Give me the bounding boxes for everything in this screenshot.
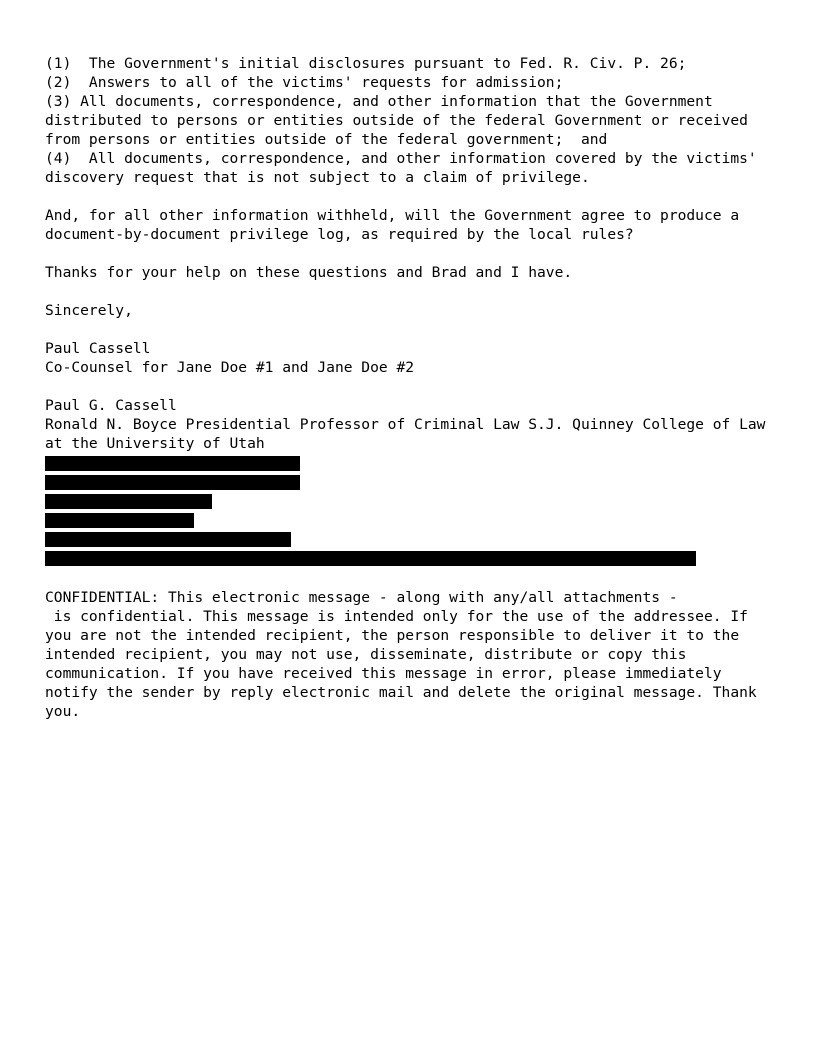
thanks-line: Thanks for your help on these questions and Brad and I have.	[45, 264, 573, 281]
list-item: from persons or entities outside of the federal government; and	[45, 131, 608, 148]
footer-title-line: Ronald N. Boyce Presidential Professor of Criminal Law S.J. Quinney College of Law	[45, 416, 766, 433]
footer-signature	[45, 396, 775, 453]
confidentiality-notice	[45, 588, 775, 721]
notice-line: intended recipient, you may not use, disseminate, distribute or copy this	[45, 646, 687, 663]
notice-line: you are not the intended recipient, the person responsible to deliver it to the	[45, 627, 740, 644]
email-body	[45, 54, 775, 721]
paragraph-line: document-by-document privilege log, as required by the local rules?	[45, 226, 634, 243]
redacted-contact-info	[45, 456, 775, 566]
disclosure-list	[45, 54, 775, 187]
paragraph-line: And, for all other information withheld, will the Government agree to produce a	[45, 207, 740, 224]
notice-line: is confidential. This message is intended only for the use of the addressee. If	[45, 608, 748, 625]
list-item: discovery request that is not subject to a claim of privilege.	[45, 169, 590, 186]
privilege-log-question	[45, 206, 775, 244]
redaction-bar	[45, 551, 696, 566]
notice-line: CONFIDENTIAL: This electronic message - along with any/all attachments -	[45, 589, 678, 606]
list-item: (2) Answers to all of the victims' requests for admission;	[45, 74, 564, 91]
closing: Sincerely,	[45, 302, 133, 319]
footer-title-line: at the University of Utah	[45, 435, 265, 452]
signature-role: Co-Counsel for Jane Doe #1 and Jane Doe #2	[45, 359, 415, 376]
redaction-bar	[45, 513, 194, 528]
signature-block	[45, 339, 775, 377]
list-item: distributed to persons or entities outside of the federal Government or received	[45, 112, 748, 129]
redaction-bar	[45, 494, 212, 509]
footer-name: Paul G. Cassell	[45, 397, 177, 414]
notice-line: communication. If you have received this message in error, please immediately	[45, 665, 722, 682]
redaction-bar	[45, 532, 291, 547]
list-item: (3) All documents, correspondence, and other information that the Government	[45, 93, 713, 110]
redaction-bar	[45, 456, 300, 471]
list-item: (1) The Government's initial disclosures pursuant to Fed. R. Civ. P. 26;	[45, 55, 687, 72]
redaction-bar	[45, 475, 300, 490]
list-item: (4) All documents, correspondence, and other information covered by the victims'	[45, 150, 757, 167]
signature-name: Paul Cassell	[45, 340, 151, 357]
notice-line: you.	[45, 703, 81, 720]
notice-line: notify the sender by reply electronic mail and delete the original message. Thank	[45, 684, 757, 701]
